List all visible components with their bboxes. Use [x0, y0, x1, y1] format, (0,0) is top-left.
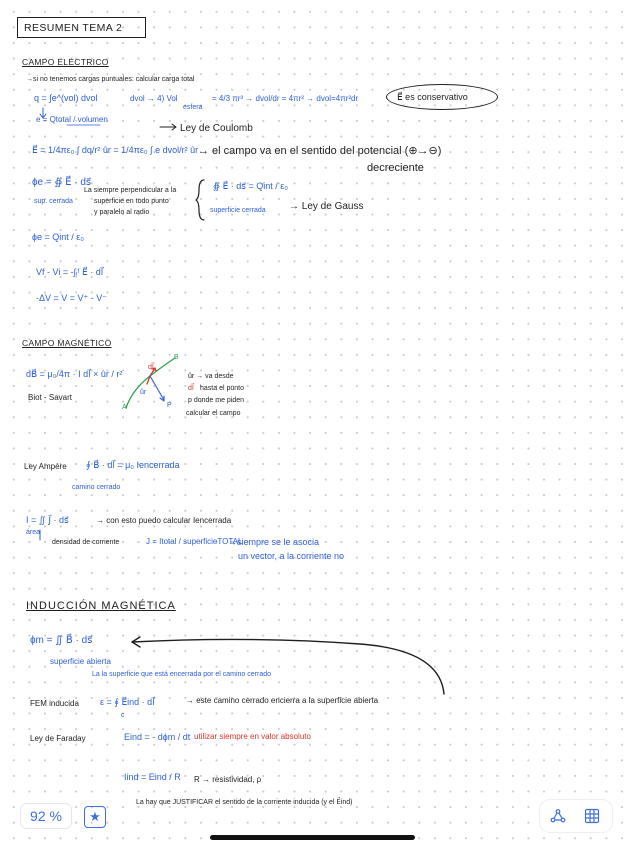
faraday-formula: Eind = - dɸm / dt	[124, 732, 191, 742]
flux-note-1: La siempre perpendicular a la	[84, 187, 177, 194]
ur-note-2: hasta el punto	[200, 385, 244, 392]
e-field-formula: E⃗ = 1/4πε₀ ∫ dq/r² ûr = 1/4πε₀ ∫ e dvol/r² ûr	[32, 145, 199, 155]
biot-savart-name: Biot - Savart	[28, 393, 73, 402]
title-box	[17, 17, 146, 38]
star-icon[interactable]: ★	[84, 806, 106, 828]
e-field-note: → el campo va en el sentido del potencial (⊕→⊖)	[198, 145, 442, 157]
fem-label: FEM inducida	[30, 699, 79, 708]
section-heading-electric: CAMPO ELÉCTRICO	[22, 57, 109, 67]
diagram-label-b: B	[174, 354, 179, 361]
dvol-equation: = 4/3 πr³ → dvol/dr = 4πr² → dvol=4πr²dr	[212, 94, 359, 103]
current-subscript: área	[26, 529, 41, 536]
dvol-definition: dvol → 4) Vol	[130, 94, 178, 103]
home-indicator[interactable]	[210, 835, 415, 840]
gauss-subscript: superficie cerrada	[210, 207, 266, 214]
induced-current-formula: Iind = Eind / R	[124, 772, 181, 782]
biot-savart-formula: dB⃗ = μ₀/4π · I dl⃗ × ûr / r²	[26, 369, 123, 379]
ampere-subscript: camino cerrado	[72, 484, 121, 491]
density-label: densidad de corriente	[52, 539, 120, 546]
ur-note-3: p donde me piden	[188, 397, 245, 404]
magnetic-flux-note: La la superficie que está encerrada por el camino cerrado	[92, 671, 271, 678]
faraday-note: utilizar siempre en valor absoluto	[194, 732, 311, 741]
electric-flux-q: ɸe = Qint / ε₀	[32, 232, 84, 242]
current-density-formula: J = Itotal / superficieTOTAL	[146, 537, 243, 546]
flux-note-3: y paralelo al radio	[94, 209, 150, 216]
fem-subscript: c	[121, 712, 125, 719]
magnetic-flux-subscript: superficie abierta	[50, 657, 111, 666]
electric-flux-formula: ɸe = ∯ E⃗ · ds⃗	[32, 177, 92, 188]
ur-note-2-red: dl⃗	[188, 385, 194, 392]
diagram-label-p: P	[167, 402, 172, 409]
density-note-1: →siempre se le asocia	[228, 537, 320, 547]
potential-delta: -ΔV = V = V⁺ - V⁻	[36, 293, 108, 303]
gauss-note: → Ley de Gauss	[289, 201, 364, 212]
magnetic-flux-formula: ɸm = ∬ B⃗ · ds⃗	[30, 635, 93, 646]
diagram-label-dl: dl⃗	[148, 364, 154, 371]
right-toolbar	[540, 800, 612, 832]
diagram-label-ur: ûr	[140, 389, 147, 396]
current-note: → con esto puedo calcular Iencerrada	[96, 516, 232, 525]
potential-difference: Vf - Vi = -∫ᵢᶠ E⃗ · dl⃗	[36, 267, 104, 277]
ur-note-4: calcular el campo	[186, 410, 241, 417]
ampere-formula: ∮ B⃗ · dl⃗ = μ₀ Iencerrada	[86, 460, 180, 470]
fem-formula: ε = ∮ E⃗ind · dl⃗	[100, 697, 155, 707]
current-formula: I = ∬ J⃗ · ds⃗	[26, 515, 69, 525]
ur-note-1: ûr → va desde	[188, 373, 234, 380]
grid-icon[interactable]	[584, 808, 600, 824]
flux-note-2: superficie en todo punto	[94, 198, 169, 205]
e-field-note-2: decreciente	[367, 162, 424, 174]
dvol-subscript: esfera	[183, 104, 203, 111]
justify-note: La hay que JUSTIFICAR el sentido de la corriente inducida (y el E⃗ind)	[136, 799, 353, 806]
shapes-icon[interactable]	[550, 808, 566, 824]
page-title: RESUMEN TEMA 2	[24, 22, 123, 34]
electric-intro: →si no tenemos cargas puntuales: calcular carga total	[26, 76, 195, 83]
density-note-2: un vector, a la corriente no	[238, 551, 345, 561]
ampere-name: Ley Ampère	[24, 462, 67, 471]
coulomb-note: Ley de Coulomb	[180, 123, 253, 134]
electric-flux-subscript: sup. cerrada	[34, 198, 73, 205]
zoom-level-button[interactable]: 92 %	[21, 804, 71, 828]
charge-formula: q = ∫e^(vol) dvol	[34, 93, 98, 103]
faraday-label: Ley de Faraday	[30, 734, 86, 743]
density-formula: e = Qtotal / volumen	[36, 115, 108, 124]
conservative-oval	[386, 84, 498, 110]
section-heading-magnetic: CAMPO MAGNÉTICO	[22, 338, 112, 348]
fem-note: → este camino cerrado encierra a la superficie abierta	[186, 696, 379, 705]
diagram-label-a: A	[122, 404, 127, 411]
induced-current-note: R → resistividad, ρ	[194, 775, 262, 784]
gauss-formula: ∯ E⃗ · ds⃗ = Qint / ε₀	[213, 181, 288, 191]
conservative-note: E⃗ es conservativo	[397, 92, 468, 102]
section-heading-induction: INDUCCIÓN MAGNÉTICA	[26, 600, 176, 612]
